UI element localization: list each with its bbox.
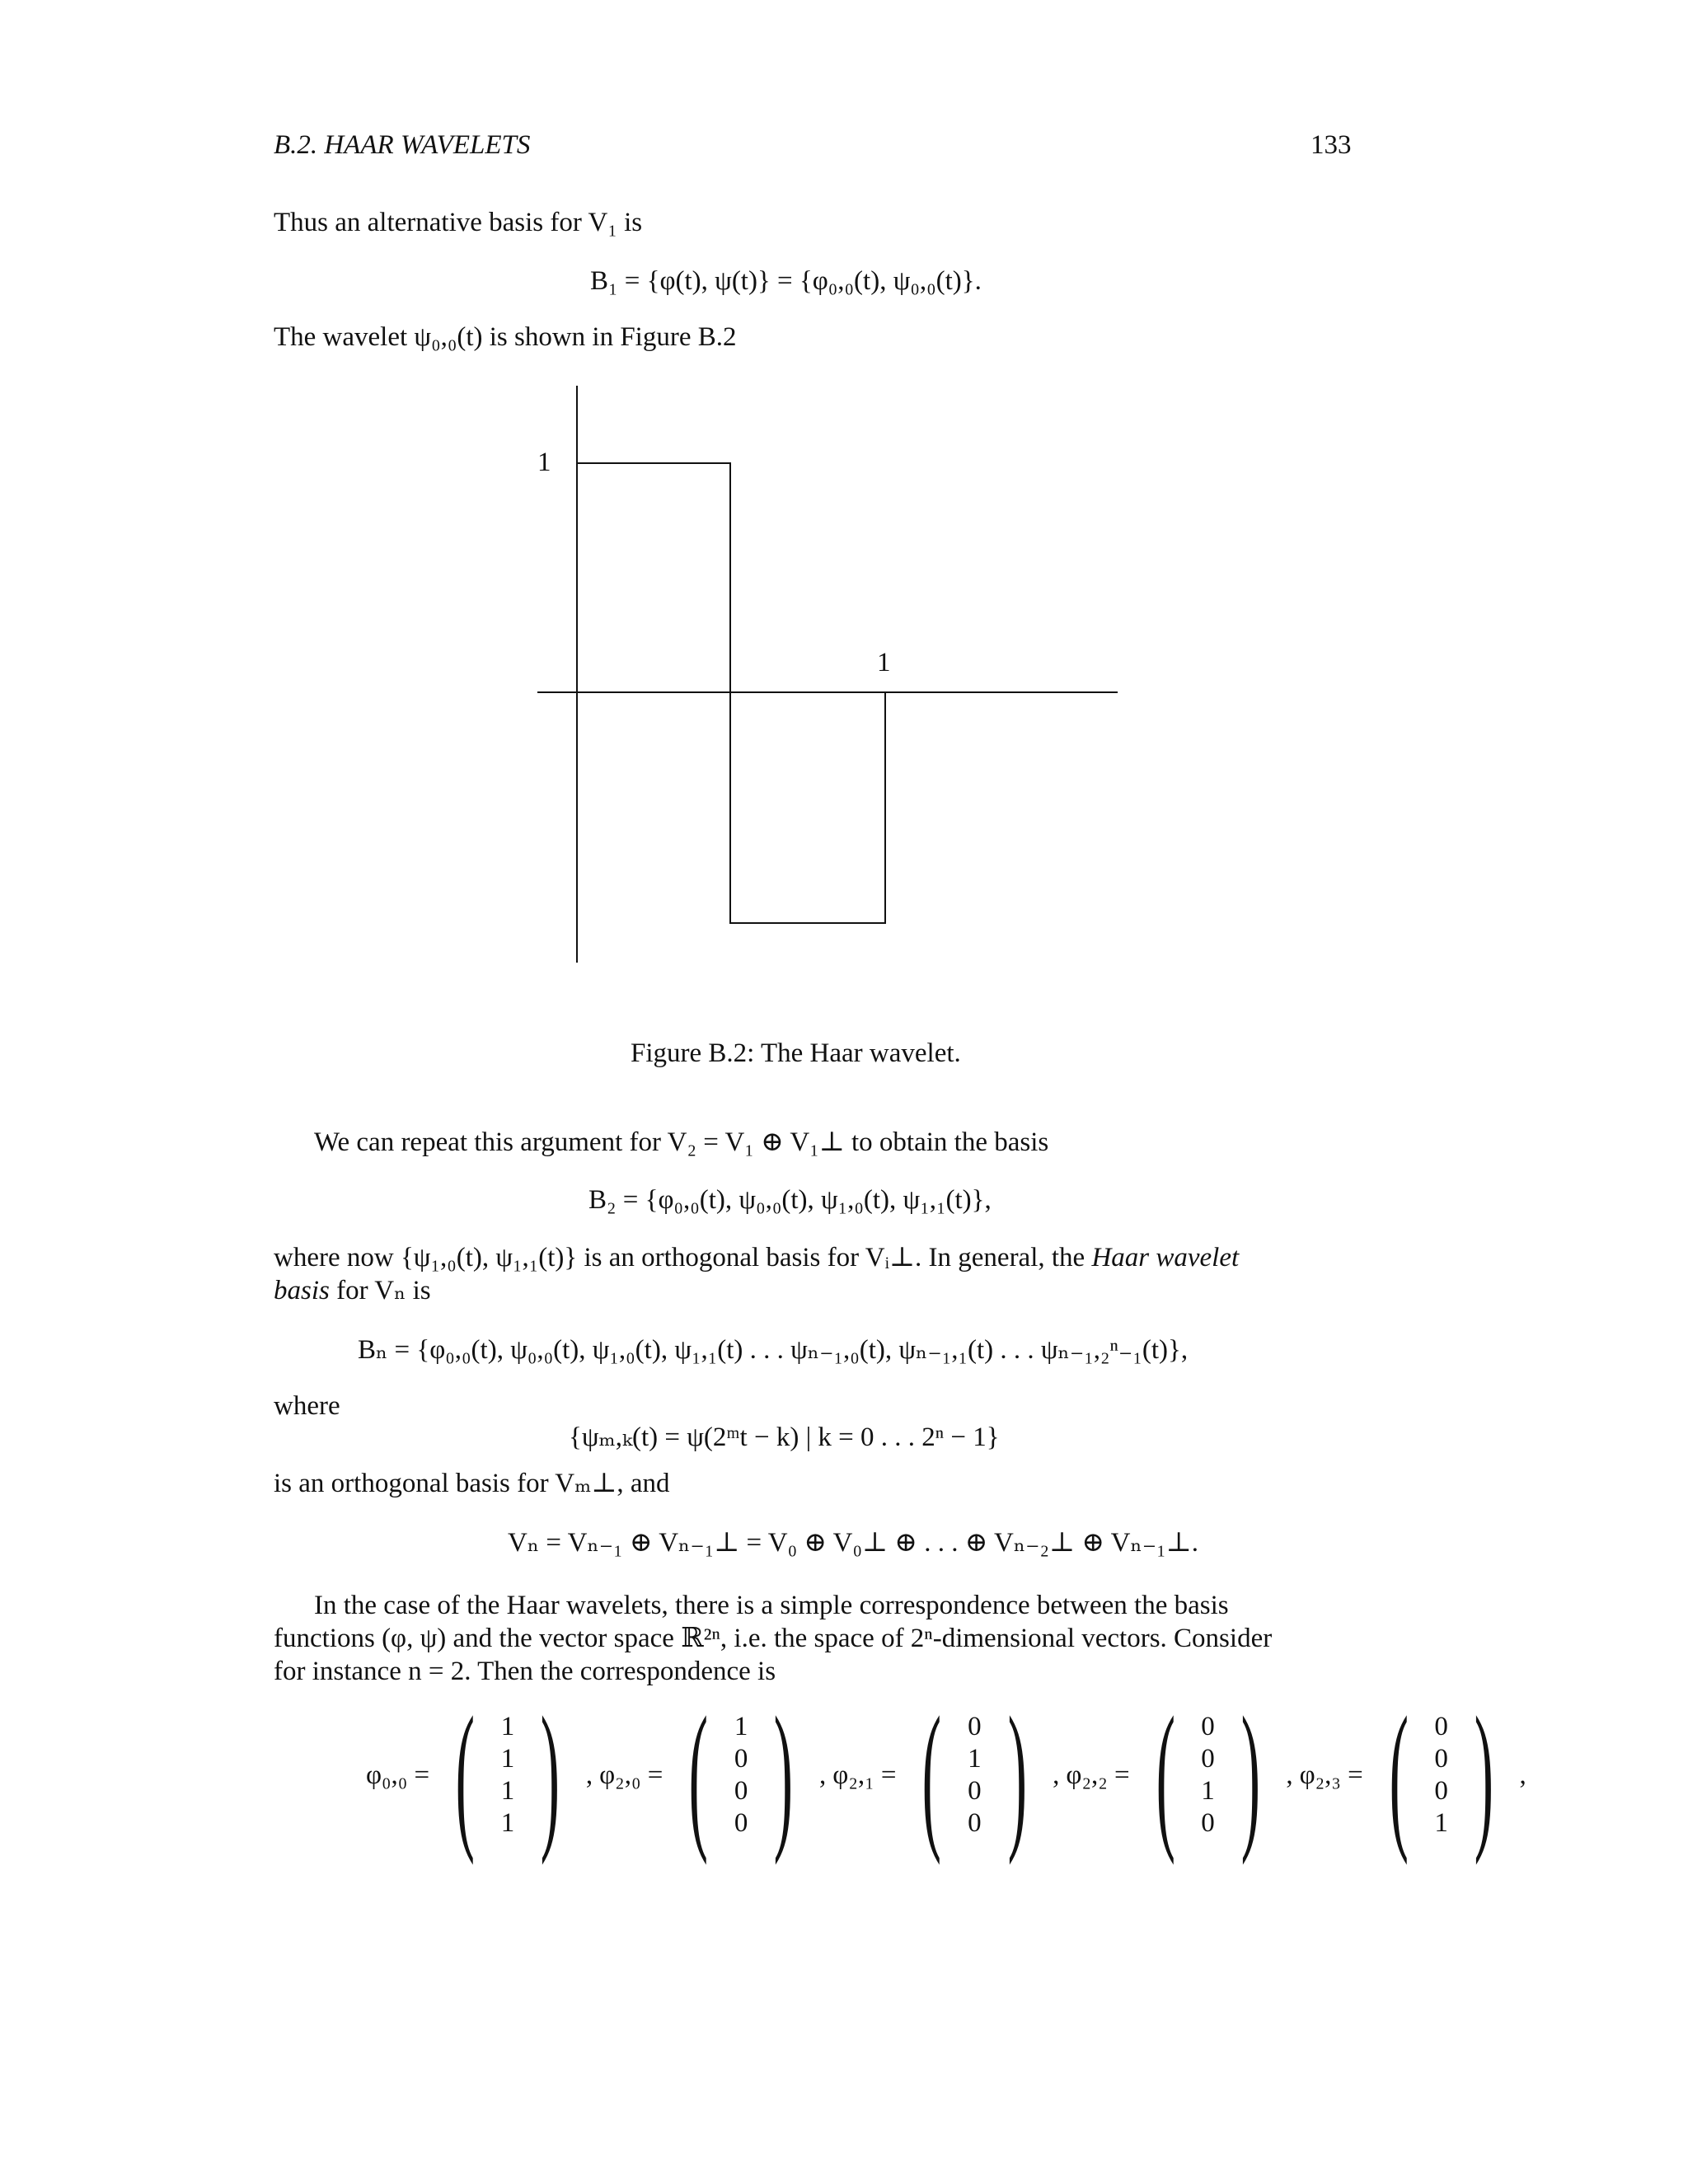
vector-separator: , [1286, 1760, 1293, 1790]
vector-entry: 1 [500, 1808, 515, 1838]
vector-entry: 1 [500, 1744, 515, 1774]
vector-phi-23 [1299, 1684, 1526, 1866]
vector-entry: 0 [968, 1712, 982, 1741]
left-paren: ( [1156, 1684, 1175, 1866]
left-paren: ( [688, 1684, 709, 1866]
paragraph-basis-for-vn: for Vₙ is [329, 1276, 431, 1305]
vector-entry: 1 [968, 1744, 982, 1774]
vector-label: φ₀,₀ = [366, 1760, 430, 1790]
equation-bn: Bₙ = {φ₀,₀(t), ψ₀,₀(t), ψ₁,₀(t), ψ₁,₁(t) . . . ψₙ₋₁,₀(t), ψₙ₋₁,₁(t) . . . ψₙ₋₁,₂ⁿ₋₁(t)}, [358, 1335, 1189, 1365]
column-vector [1201, 1713, 1215, 1837]
x-tick-label: 1 [877, 648, 891, 677]
vector-phi-20 [599, 1684, 827, 1866]
vector-separator: , [1053, 1760, 1060, 1790]
vector-entry: 1 [1434, 1808, 1448, 1838]
wavelet-positive-part [577, 463, 730, 692]
vector-entry: 1 [500, 1776, 515, 1806]
vector-entry: 0 [734, 1776, 748, 1806]
term-haar-wavelet: Haar wavelet [1091, 1243, 1240, 1272]
vector-separator: , [1519, 1760, 1526, 1790]
vector-entry: 0 [1434, 1712, 1448, 1741]
vector-phi-22 [1066, 1684, 1293, 1866]
right-paren: ) [774, 1684, 794, 1866]
paragraph-correspondence-line1: In the case of the Haar wavelets, there is a simple correspondence between the basis [314, 1591, 1229, 1620]
equation-b2: B₂ = {φ₀,₀(t), ψ₀,₀(t), ψ₁,₀(t), ψ₁,₁(t)}, [588, 1185, 992, 1215]
column-vector [1434, 1713, 1448, 1837]
right-paren: ) [1007, 1684, 1027, 1866]
column-vector [501, 1713, 515, 1837]
left-paren: ( [1389, 1684, 1409, 1866]
vector-entry: 0 [1434, 1776, 1448, 1806]
equation-vn: Vₙ = Vₙ₋₁ ⊕ Vₙ₋₁⊥ = V₀ ⊕ V₀⊥ ⊕ . . . ⊕ Vₙ₋₂⊥ ⊕ Vₙ₋₁⊥. [508, 1528, 1198, 1558]
running-header: B.2. HAAR WAVELETS [274, 130, 531, 160]
vector-entry: 1 [734, 1712, 748, 1741]
paragraph-orthogonal-vm: is an orthogonal basis for Vₘ⊥, and [274, 1469, 670, 1498]
vector-label: φ₂,₁ = [832, 1760, 897, 1790]
figure-caption: Figure B.2: The Haar wavelet. [631, 1038, 961, 1068]
basis-vectors-row [366, 1684, 1526, 1866]
column-vector [968, 1713, 982, 1837]
paragraph-orthogonal-line2 [274, 1277, 431, 1305]
wavelet-negative-part [730, 692, 885, 923]
vector-phi-00 [366, 1684, 593, 1866]
vector-entry: 0 [734, 1744, 748, 1774]
paragraph-orthogonal-text: where now {ψ₁,₀(t), ψ₁,₁(t)} is an orthogonal basis for Vᵢ⊥. In general, the [274, 1243, 1092, 1272]
right-paren: ) [1240, 1684, 1260, 1866]
vector-entry: 0 [968, 1776, 982, 1806]
paragraph-orthogonal-line1 [274, 1244, 1239, 1272]
page-number: 133 [1311, 130, 1352, 160]
y-tick-label: 1 [537, 448, 551, 477]
word-where: where [274, 1391, 340, 1421]
vector-entry: 1 [500, 1712, 515, 1741]
paragraph-alt-basis: Thus an alternative basis for V₁ is [274, 208, 643, 237]
column-vector [734, 1713, 748, 1837]
vector-separator: , [585, 1760, 593, 1790]
vector-entry: 0 [1201, 1744, 1215, 1774]
right-paren: ) [1474, 1684, 1493, 1866]
left-paren: ( [455, 1684, 476, 1866]
vector-label: φ₂,₂ = [1066, 1760, 1130, 1790]
vector-entry: 0 [734, 1808, 748, 1838]
vector-entry: 0 [1201, 1808, 1215, 1838]
left-paren: ( [922, 1684, 942, 1866]
vector-entry: 0 [968, 1808, 982, 1838]
paragraph-correspondence-line2: functions (φ, ψ) and the vector space ℝ²ⁿ, i.e. the space of 2ⁿ-dimensional vectors. Consider [274, 1624, 1273, 1653]
term-basis: basis [274, 1276, 330, 1305]
vector-separator: , [819, 1760, 827, 1790]
vector-entry: 0 [1434, 1744, 1448, 1774]
vector-label: φ₂,₀ = [599, 1760, 663, 1790]
vector-label: φ₂,₃ = [1299, 1760, 1363, 1790]
paragraph-repeat-argument: We can repeat this argument for V₂ = V₁ ⊕ V₁⊥ to obtain the basis [314, 1127, 1049, 1157]
paragraph-wavelet-shown: The wavelet ψ₀,₀(t) is shown in Figure B.2 [274, 322, 737, 352]
vector-phi-21 [832, 1684, 1060, 1866]
equation-b1: B₁ = {φ(t), ψ(t)} = {φ₀,₀(t), ψ₀,₀(t)}. [590, 266, 982, 296]
vector-entry: 0 [1201, 1712, 1215, 1741]
paragraph-correspondence-line3: for instance n = 2. Then the correspondence is [274, 1657, 776, 1686]
right-paren: ) [540, 1684, 560, 1866]
vector-entry: 1 [1201, 1776, 1215, 1806]
equation-psi-mk: {ψₘ,ₖ(t) = ψ(2ᵐt − k) | k = 0 . . . 2ⁿ − 1} [569, 1422, 1000, 1452]
